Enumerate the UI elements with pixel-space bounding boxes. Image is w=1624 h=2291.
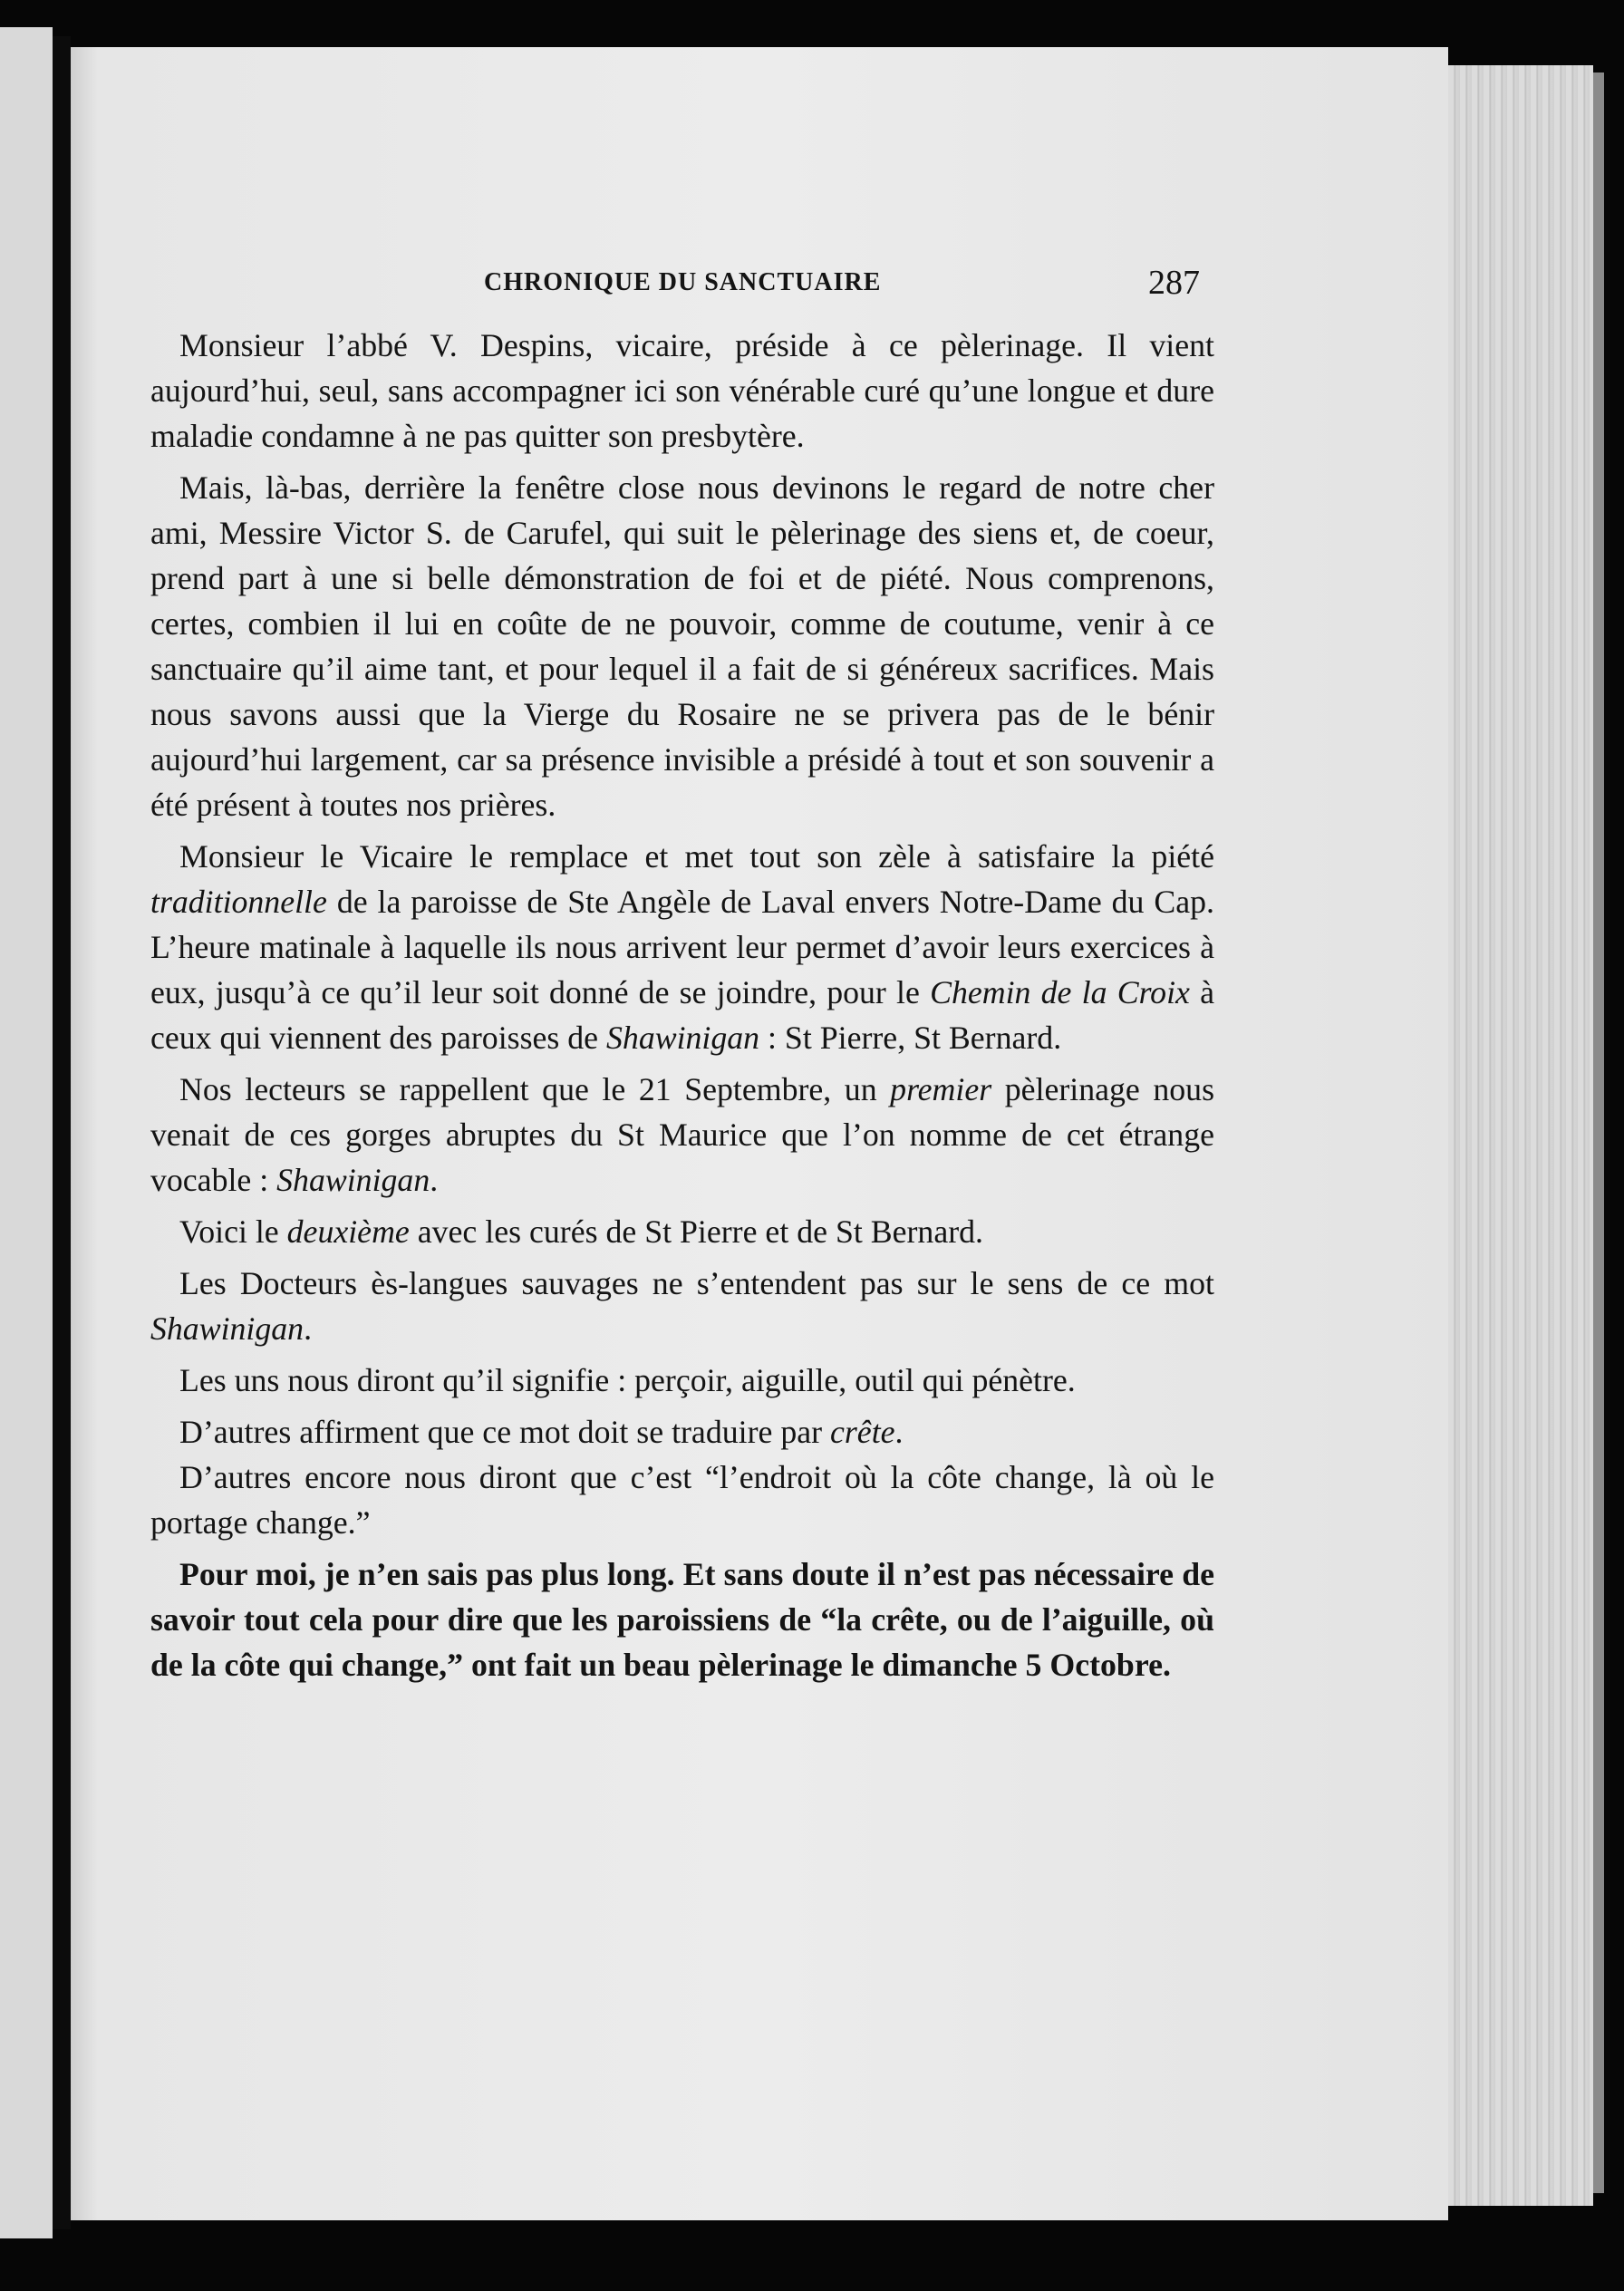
facing-page-edge	[0, 27, 53, 2238]
paragraph-8	[150, 1409, 1214, 1455]
running-head	[150, 259, 1214, 310]
book-gutter	[53, 36, 71, 2229]
paragraph-3-text-3: à ceux qui viennent des paroisses de	[150, 974, 1214, 1056]
paragraph-5-italic-1: deuxième	[286, 1213, 410, 1250]
paragraph-3-text-4: : St Pierre, St Bernard.	[759, 1020, 1062, 1056]
paragraph-1: Monsieur l’abbé V. Despins, vicaire, préside à ce pèlerinage. Il vient aujourd’hui, seul, sans accompagner ici son vénérable curé qu’une longue et dure maladie condamne à ne pas quitter son presbytère.	[150, 327, 1214, 454]
page-number: 287	[1148, 264, 1200, 302]
paragraph-4-text-1: Nos lecteurs se rappellent que le 21 Septembre, un	[179, 1071, 891, 1107]
paragraph-8-text-2: .	[894, 1414, 904, 1450]
paragraph-3-italic-3: Shawinigan	[606, 1020, 760, 1056]
running-title: CHRONIQUE DU SANCTUAIRE	[484, 268, 882, 296]
paragraph-2: Mais, là-bas, derrière la fenêtre close nous devinons le regard de notre cher ami, Messire Victor S. de Carufel, qui suit le pèlerinage des siens et, de coeur, prend part à une si belle démonstration de foi et de piété. Nous comprenons, certes, combien il lui en coûte de ne pouvoir, comme de coutume, venir à ce sanctuaire qu’il aime tant, et pour lequel il a fait de si généreux sacrifices. Mais nous savons aussi que la Vierge du Rosaire ne se privera pas de le bénir aujourd’hui largement, car sa présence invisible a présidé à tout et son souvenir a été présent à toutes nos prières.	[150, 469, 1214, 823]
paragraph-7: Les uns nous diront qu’il signifie : perçoir, aiguille, outil qui pénètre.	[179, 1362, 1076, 1398]
paragraph-10: Pour moi, je n’en sais pas plus long. Et sans doute il n’est pas nécessaire de savoir tout cela pour dire que les paroissiens de “la crête, ou de l’aiguille, où de la côte qui change,” ont fait un beau pèlerinage le dimanche 5 Octobre.	[150, 1556, 1214, 1683]
paragraph-6	[150, 1261, 1214, 1351]
paragraph-8-italic-1: crête	[829, 1414, 895, 1450]
paragraph-9: D’autres encore nous diront que c’est “l’endroit où la côte change, là où le portage change.”	[150, 1459, 1214, 1541]
paragraph-5-text-2: avec les curés de St Pierre et de St Bernard.	[409, 1213, 983, 1250]
paragraph-4-text-2: pèlerinage nous venait de ces gorges abruptes du St Maurice que l’on nomme de cet étrange vocable :	[150, 1071, 1215, 1198]
paragraph-5-text-1: Voici le	[179, 1213, 287, 1250]
paragraph-4-text-3: .	[430, 1162, 439, 1198]
paragraph-6-italic-1: Shawinigan	[150, 1310, 304, 1347]
page-content	[150, 259, 1214, 1694]
paragraph-3-italic-2: Chemin de la Croix	[930, 974, 1190, 1010]
paragraph-4-italic-1: premier	[890, 1071, 992, 1107]
page-stack-shadow	[1593, 72, 1604, 2193]
paragraph-3-text-2: de la paroisse de Ste Angèle de Laval envers Notre-Dame du Cap. L’heure matinale à laquelle ils nous arrivent leur permet d’avoir leurs exercices à eux, jusqu’à ce qu’il leur soit donné de se joindre, pour le	[150, 884, 1214, 1010]
paragraph-3-text-1: Monsieur le Vicaire le remplace et met tout son zèle à satisfaire la piété	[179, 838, 1214, 875]
paragraph-8-text-1: D’autres affirment que ce mot doit se traduire par	[179, 1414, 830, 1450]
paragraph-3-italic-1: traditionnelle	[150, 884, 327, 920]
paragraph-6-text-2: .	[304, 1310, 313, 1347]
body-text	[150, 323, 1214, 1687]
paragraph-4	[150, 1067, 1214, 1203]
paragraph-4-italic-2: Shawinigan	[276, 1162, 430, 1198]
paragraph-3	[150, 834, 1214, 1060]
page-stack-edges	[1448, 65, 1593, 2206]
paragraph-6-text-1: Les Docteurs ès-langues sauvages ne s’entendent pas sur le sens de ce mot	[179, 1265, 1214, 1301]
paragraph-5	[150, 1209, 1214, 1254]
